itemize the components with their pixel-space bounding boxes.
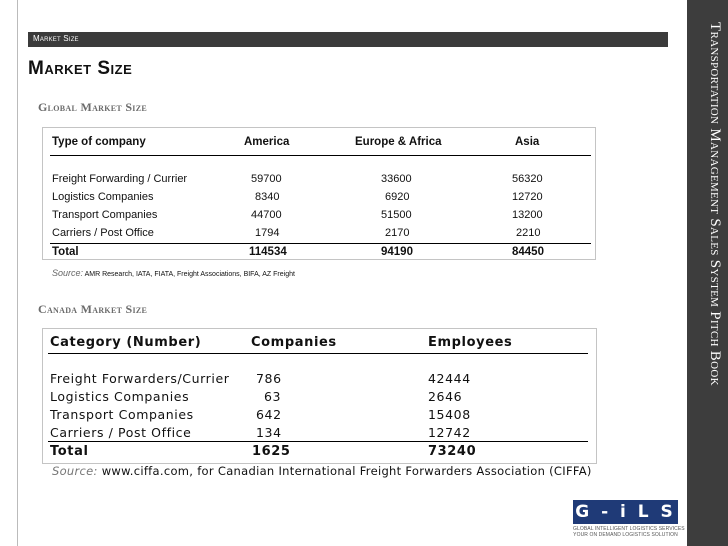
global-row-europe-africa: 51500 [381,209,412,221]
canada-source-text: www.ciffa.com, for Canadian International Freight Forwarders Association (CIFFA) [101,464,592,478]
global-total-america: 114534 [249,246,287,258]
canada-row-companies: 786 [256,371,282,386]
canada-row-companies: 134 [256,425,282,440]
logo-tagline-1: GLOBAL INTELLIGENT LOGISTICS SERVICES [573,526,685,532]
left-margin-rule [17,0,18,546]
global-header-europe-africa: Europe & Africa [355,136,442,148]
global-source-label: Source: [52,268,84,278]
logo-tagline-2: YOUR ON DEMAND LOGISTICS SOLUTION [573,532,678,538]
global-row-type: Freight Forwarding / Currier [52,173,188,185]
global-header-america: America [244,136,290,148]
global-total-rule [50,243,591,244]
canada-row-employees: 2646 [428,389,463,404]
global-row-asia: 13200 [512,209,543,221]
global-header-asia: Asia [515,136,540,148]
global-row-america: 44700 [251,209,282,221]
canada-total-label: Total [50,444,89,459]
global-row-america: 1794 [255,227,280,239]
global-row-type: Carriers / Post Office [52,227,154,239]
global-row-europe-africa: 33600 [381,173,412,185]
global-row-asia: 12720 [512,191,543,203]
global-row-europe-africa: 6920 [385,191,410,203]
presentation-title: Transportation Management Sales System Pitch Book [707,22,723,386]
gils-logo [573,500,685,538]
global-row-asia: 2210 [516,227,541,239]
global-section-heading: Global Market Size [38,100,147,114]
canada-source-note [52,464,592,478]
canada-row-companies: 63 [264,389,282,404]
global-row-type: Transport Companies [52,209,158,221]
global-total-europe-africa: 94190 [381,246,413,258]
global-total-asia: 84450 [512,246,544,258]
canada-row-companies: 642 [256,407,282,422]
logo-box [573,500,678,524]
global-row-europe-africa: 2170 [385,227,410,239]
canada-row-employees: 12742 [428,425,471,440]
canada-total-employees: 73240 [428,444,477,459]
page-title: Market Size [28,58,133,79]
breadcrumb-strip [28,32,668,47]
canada-row-category: Transport Companies [50,407,194,422]
canada-row-employees: 42444 [428,371,471,386]
global-source-text: AMR Research, IATA, FIATA, Freight Associations, BIFA, AZ Freight [84,271,295,278]
global-source-note [52,268,295,278]
canada-source-label: Source: [52,464,98,478]
canada-header-employees: Employees [428,335,513,350]
canada-row-category: Logistics Companies [50,389,190,404]
global-row-asia: 56320 [512,173,543,185]
global-row-type: Logistics Companies [52,191,154,203]
canada-row-category: Carriers / Post Office [50,425,192,440]
canada-header-rule [48,353,588,354]
logo-wordmark: G - i L S [575,502,676,522]
breadcrumb: Market Size [33,34,79,43]
canada-section-heading: Canada Market Size [38,302,148,316]
global-row-america: 59700 [251,173,282,185]
canada-header-companies: Companies [251,335,337,350]
global-row-america: 8340 [255,191,280,203]
canada-header-category: Category (Number) [50,335,202,350]
global-header-type: Type of company [52,136,146,148]
canada-total-rule [48,441,588,442]
canada-row-category: Freight Forwarders/Currier [50,371,230,386]
canada-row-employees: 15408 [428,407,471,422]
global-total-label: Total [52,246,79,258]
canada-total-companies: 1625 [252,444,291,459]
global-header-rule [50,155,591,156]
